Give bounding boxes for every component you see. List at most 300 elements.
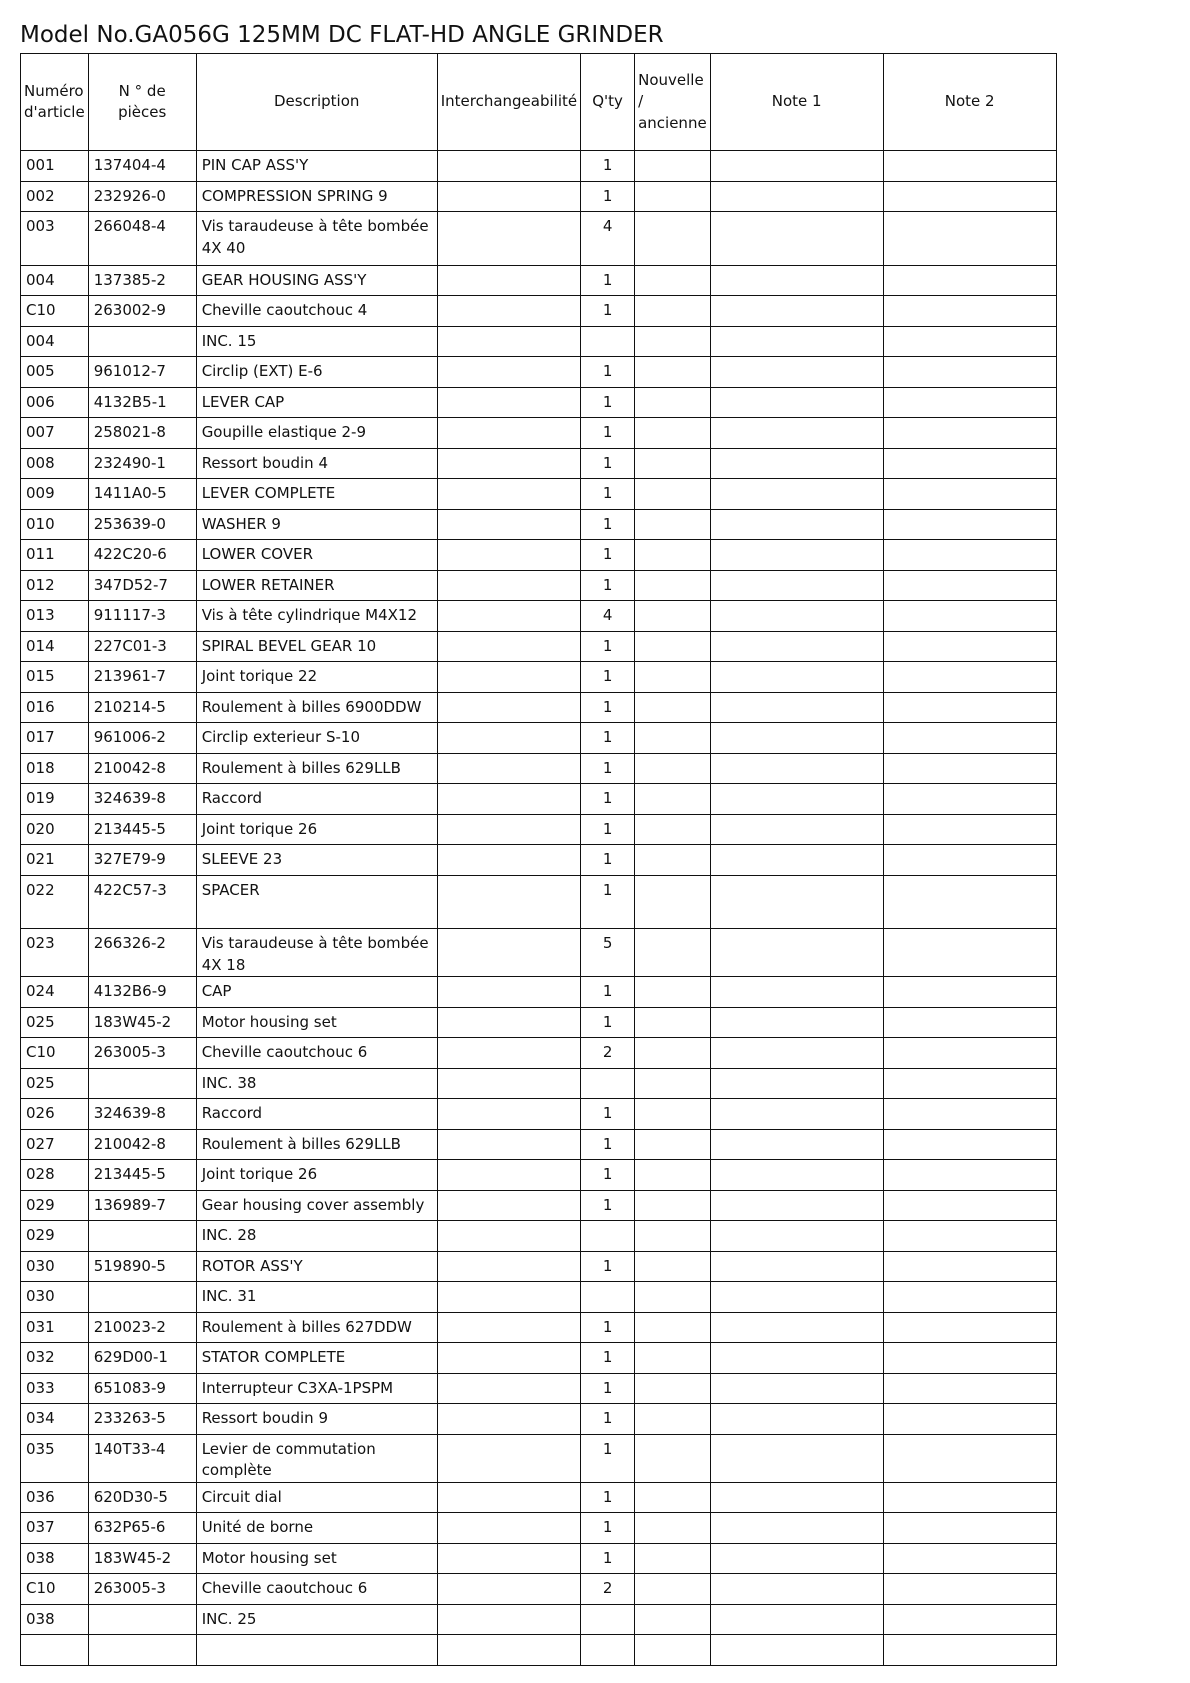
cell-interchangeability xyxy=(437,1543,580,1574)
cell-description: LEVER CAP xyxy=(196,387,437,418)
cell-note-1 xyxy=(710,1038,883,1069)
cell-part-number: 183W45-2 xyxy=(88,1543,196,1574)
cell-item-number: 011 xyxy=(21,540,89,571)
cell-description: SPACER xyxy=(196,875,437,929)
table-row xyxy=(21,326,1057,357)
cell-item-number: 025 xyxy=(21,1007,89,1038)
cell-new-old xyxy=(635,1635,711,1666)
cell-interchangeability xyxy=(437,1513,580,1544)
cell-interchangeability xyxy=(437,723,580,754)
cell-note-1 xyxy=(710,692,883,723)
cell-new-old xyxy=(635,296,711,327)
cell-part-number: 183W45-2 xyxy=(88,1007,196,1038)
cell-description: Motor housing set xyxy=(196,1007,437,1038)
table-row xyxy=(21,1434,1057,1482)
header-quantity: Q'ty xyxy=(581,54,635,151)
cell-part-number: 632P65-6 xyxy=(88,1513,196,1544)
cell-interchangeability xyxy=(437,601,580,632)
cell-note-1 xyxy=(710,631,883,662)
cell-note-1 xyxy=(710,1160,883,1191)
table-row xyxy=(21,1068,1057,1099)
cell-description: Motor housing set xyxy=(196,1543,437,1574)
table-row xyxy=(21,845,1057,876)
cell-description: Joint torique 26 xyxy=(196,1160,437,1191)
cell-part-number: 4132B5-1 xyxy=(88,387,196,418)
cell-quantity: 1 xyxy=(581,631,635,662)
cell-new-old xyxy=(635,692,711,723)
cell-note-1 xyxy=(710,1482,883,1513)
cell-interchangeability xyxy=(437,570,580,601)
cell-note-2 xyxy=(883,1282,1056,1313)
cell-part-number: 263005-3 xyxy=(88,1574,196,1605)
table-row xyxy=(21,929,1057,977)
cell-note-2 xyxy=(883,784,1056,815)
table-row xyxy=(21,1221,1057,1252)
table-row xyxy=(21,1574,1057,1605)
cell-interchangeability xyxy=(437,692,580,723)
cell-interchangeability xyxy=(437,1068,580,1099)
cell-note-2 xyxy=(883,570,1056,601)
cell-item-number: 031 xyxy=(21,1312,89,1343)
cell-item-number: 010 xyxy=(21,509,89,540)
cell-note-2 xyxy=(883,1190,1056,1221)
cell-description: Roulement à billes 629LLB xyxy=(196,753,437,784)
cell-new-old xyxy=(635,845,711,876)
cell-note-2 xyxy=(883,977,1056,1008)
table-row xyxy=(21,1038,1057,1069)
cell-part-number: 210042-8 xyxy=(88,1129,196,1160)
cell-description: Circlip (EXT) E-6 xyxy=(196,357,437,388)
cell-new-old xyxy=(635,1604,711,1635)
cell-quantity: 1 xyxy=(581,540,635,571)
cell-quantity xyxy=(581,1635,635,1666)
table-header-row xyxy=(21,54,1057,151)
cell-note-2 xyxy=(883,212,1056,266)
table-row xyxy=(21,723,1057,754)
cell-part-number: 210023-2 xyxy=(88,1312,196,1343)
cell-note-2 xyxy=(883,448,1056,479)
cell-note-2 xyxy=(883,1604,1056,1635)
cell-quantity: 1 xyxy=(581,1343,635,1374)
cell-new-old xyxy=(635,1343,711,1374)
cell-note-2 xyxy=(883,875,1056,929)
cell-interchangeability xyxy=(437,296,580,327)
cell-note-2 xyxy=(883,151,1056,182)
cell-new-old xyxy=(635,509,711,540)
header-new-old: Nouvelle / ancienne xyxy=(635,54,711,151)
cell-new-old xyxy=(635,1404,711,1435)
cell-new-old xyxy=(635,1373,711,1404)
table-row xyxy=(21,151,1057,182)
cell-description: Cheville caoutchouc 6 xyxy=(196,1574,437,1605)
cell-interchangeability xyxy=(437,1343,580,1374)
cell-note-1 xyxy=(710,509,883,540)
cell-note-1 xyxy=(710,448,883,479)
parts-table xyxy=(20,53,1057,1666)
cell-note-2 xyxy=(883,1404,1056,1435)
cell-description: GEAR HOUSING ASS'Y xyxy=(196,265,437,296)
cell-quantity: 1 xyxy=(581,723,635,754)
cell-item-number: 018 xyxy=(21,753,89,784)
cell-note-1 xyxy=(710,784,883,815)
cell-note-2 xyxy=(883,929,1056,977)
cell-item-number: C10 xyxy=(21,1038,89,1069)
cell-part-number: 422C57-3 xyxy=(88,875,196,929)
cell-item-number: 004 xyxy=(21,326,89,357)
cell-quantity: 1 xyxy=(581,418,635,449)
cell-description: Gear housing cover assembly xyxy=(196,1190,437,1221)
cell-note-1 xyxy=(710,1373,883,1404)
cell-description: Vis taraudeuse à tête bombée 4X 40 xyxy=(196,212,437,266)
cell-note-2 xyxy=(883,1221,1056,1252)
cell-description: CAP xyxy=(196,977,437,1008)
cell-quantity xyxy=(581,326,635,357)
cell-description: Ressort boudin 9 xyxy=(196,1404,437,1435)
cell-part-number: 266326-2 xyxy=(88,929,196,977)
cell-note-1 xyxy=(710,151,883,182)
cell-note-1 xyxy=(710,1543,883,1574)
cell-description: Roulement à billes 6900DDW xyxy=(196,692,437,723)
cell-interchangeability xyxy=(437,1404,580,1435)
cell-note-2 xyxy=(883,1543,1056,1574)
cell-description: Roulement à billes 629LLB xyxy=(196,1129,437,1160)
cell-part-number: 213445-5 xyxy=(88,1160,196,1191)
cell-note-1 xyxy=(710,1251,883,1282)
cell-item-number: 029 xyxy=(21,1221,89,1252)
cell-interchangeability xyxy=(437,814,580,845)
cell-quantity: 1 xyxy=(581,1404,635,1435)
cell-description: INC. 25 xyxy=(196,1604,437,1635)
cell-quantity: 1 xyxy=(581,357,635,388)
cell-part-number: 258021-8 xyxy=(88,418,196,449)
cell-new-old xyxy=(635,1543,711,1574)
table-row xyxy=(21,1343,1057,1374)
cell-interchangeability xyxy=(437,662,580,693)
cell-new-old xyxy=(635,1574,711,1605)
cell-note-1 xyxy=(710,662,883,693)
cell-item-number xyxy=(21,1635,89,1666)
cell-new-old xyxy=(635,1038,711,1069)
cell-item-number: 024 xyxy=(21,977,89,1008)
cell-part-number: 324639-8 xyxy=(88,784,196,815)
cell-description: Raccord xyxy=(196,784,437,815)
cell-note-2 xyxy=(883,1574,1056,1605)
cell-note-2 xyxy=(883,1513,1056,1544)
cell-note-2 xyxy=(883,181,1056,212)
cell-quantity: 1 xyxy=(581,814,635,845)
cell-quantity: 1 xyxy=(581,1373,635,1404)
cell-part-number: 4132B6-9 xyxy=(88,977,196,1008)
cell-description: Goupille elastique 2-9 xyxy=(196,418,437,449)
table-row xyxy=(21,814,1057,845)
cell-note-2 xyxy=(883,631,1056,662)
cell-note-1 xyxy=(710,1282,883,1313)
cell-interchangeability xyxy=(437,1574,580,1605)
cell-description: INC. 38 xyxy=(196,1068,437,1099)
cell-item-number: 001 xyxy=(21,151,89,182)
cell-item-number: 021 xyxy=(21,845,89,876)
table-row xyxy=(21,387,1057,418)
cell-note-2 xyxy=(883,326,1056,357)
cell-note-1 xyxy=(710,357,883,388)
cell-description: LEVER COMPLETE xyxy=(196,479,437,510)
cell-quantity: 5 xyxy=(581,929,635,977)
parts-table-body xyxy=(21,151,1057,1666)
cell-part-number: 213445-5 xyxy=(88,814,196,845)
cell-new-old xyxy=(635,875,711,929)
table-row xyxy=(21,479,1057,510)
cell-note-1 xyxy=(710,1404,883,1435)
cell-note-2 xyxy=(883,540,1056,571)
cell-note-1 xyxy=(710,929,883,977)
cell-note-1 xyxy=(710,387,883,418)
cell-new-old xyxy=(635,1434,711,1482)
cell-interchangeability xyxy=(437,784,580,815)
table-row xyxy=(21,692,1057,723)
cell-part-number xyxy=(88,1282,196,1313)
table-row xyxy=(21,1404,1057,1435)
cell-new-old xyxy=(635,814,711,845)
cell-interchangeability xyxy=(437,540,580,571)
cell-item-number: 006 xyxy=(21,387,89,418)
cell-part-number: 911117-3 xyxy=(88,601,196,632)
cell-description: Levier de commutation complète xyxy=(196,1434,437,1482)
header-item-number: Numéro d'article xyxy=(21,54,89,151)
cell-interchangeability xyxy=(437,1482,580,1513)
cell-note-2 xyxy=(883,1312,1056,1343)
cell-interchangeability xyxy=(437,845,580,876)
cell-note-2 xyxy=(883,845,1056,876)
table-row xyxy=(21,1482,1057,1513)
cell-quantity xyxy=(581,1604,635,1635)
cell-interchangeability xyxy=(437,418,580,449)
cell-note-2 xyxy=(883,479,1056,510)
cell-description: SPIRAL BEVEL GEAR 10 xyxy=(196,631,437,662)
cell-new-old xyxy=(635,1221,711,1252)
cell-item-number: 004 xyxy=(21,265,89,296)
cell-new-old xyxy=(635,540,711,571)
table-row xyxy=(21,540,1057,571)
cell-note-2 xyxy=(883,1007,1056,1038)
table-row xyxy=(21,1282,1057,1313)
cell-part-number: 210214-5 xyxy=(88,692,196,723)
cell-item-number: 032 xyxy=(21,1343,89,1374)
cell-note-2 xyxy=(883,1434,1056,1482)
cell-quantity: 1 xyxy=(581,1482,635,1513)
cell-part-number: 519890-5 xyxy=(88,1251,196,1282)
cell-new-old xyxy=(635,631,711,662)
cell-new-old xyxy=(635,1007,711,1038)
cell-interchangeability xyxy=(437,509,580,540)
cell-note-2 xyxy=(883,418,1056,449)
cell-note-2 xyxy=(883,357,1056,388)
cell-note-1 xyxy=(710,723,883,754)
cell-new-old xyxy=(635,151,711,182)
cell-quantity: 1 xyxy=(581,448,635,479)
cell-new-old xyxy=(635,723,711,754)
cell-new-old xyxy=(635,181,711,212)
cell-interchangeability xyxy=(437,1129,580,1160)
cell-note-2 xyxy=(883,265,1056,296)
table-row xyxy=(21,1007,1057,1038)
cell-note-1 xyxy=(710,977,883,1008)
table-row xyxy=(21,1099,1057,1130)
cell-quantity: 1 xyxy=(581,1434,635,1482)
cell-interchangeability xyxy=(437,1373,580,1404)
cell-item-number: 012 xyxy=(21,570,89,601)
cell-note-1 xyxy=(710,875,883,929)
cell-part-number: 266048-4 xyxy=(88,212,196,266)
cell-description: STATOR COMPLETE xyxy=(196,1343,437,1374)
cell-part-number: 137404-4 xyxy=(88,151,196,182)
cell-interchangeability xyxy=(437,631,580,662)
cell-description: Roulement à billes 627DDW xyxy=(196,1312,437,1343)
cell-item-number: C10 xyxy=(21,1574,89,1605)
cell-item-number: 022 xyxy=(21,875,89,929)
cell-item-number: 035 xyxy=(21,1434,89,1482)
cell-quantity: 1 xyxy=(581,692,635,723)
cell-item-number: 023 xyxy=(21,929,89,977)
table-row xyxy=(21,1635,1057,1666)
cell-new-old xyxy=(635,448,711,479)
cell-part-number xyxy=(88,1068,196,1099)
cell-description xyxy=(196,1635,437,1666)
cell-note-1 xyxy=(710,570,883,601)
cell-item-number: 027 xyxy=(21,1129,89,1160)
cell-interchangeability xyxy=(437,1190,580,1221)
cell-interchangeability xyxy=(437,875,580,929)
cell-item-number: 036 xyxy=(21,1482,89,1513)
cell-interchangeability xyxy=(437,151,580,182)
cell-new-old xyxy=(635,977,711,1008)
cell-part-number: 324639-8 xyxy=(88,1099,196,1130)
header-note-1: Note 1 xyxy=(710,54,883,151)
cell-item-number: 003 xyxy=(21,212,89,266)
table-row xyxy=(21,601,1057,632)
header-interchangeability: Interchangeabilité xyxy=(437,54,580,151)
cell-part-number: 232490-1 xyxy=(88,448,196,479)
cell-interchangeability xyxy=(437,479,580,510)
cell-interchangeability xyxy=(437,1635,580,1666)
cell-description: Cheville caoutchouc 6 xyxy=(196,1038,437,1069)
cell-description: Cheville caoutchouc 4 xyxy=(196,296,437,327)
cell-description: Circlip exterieur S-10 xyxy=(196,723,437,754)
cell-description: LOWER COVER xyxy=(196,540,437,571)
table-row xyxy=(21,509,1057,540)
table-row xyxy=(21,265,1057,296)
cell-interchangeability xyxy=(437,1312,580,1343)
cell-note-2 xyxy=(883,1068,1056,1099)
cell-note-2 xyxy=(883,1129,1056,1160)
table-row xyxy=(21,1160,1057,1191)
cell-quantity: 1 xyxy=(581,1099,635,1130)
cell-note-1 xyxy=(710,1129,883,1160)
cell-new-old xyxy=(635,1190,711,1221)
cell-note-2 xyxy=(883,1343,1056,1374)
cell-note-1 xyxy=(710,540,883,571)
header-note-2: Note 2 xyxy=(883,54,1056,151)
cell-description: INC. 28 xyxy=(196,1221,437,1252)
cell-new-old xyxy=(635,265,711,296)
cell-quantity xyxy=(581,1282,635,1313)
cell-item-number: 009 xyxy=(21,479,89,510)
cell-quantity: 1 xyxy=(581,570,635,601)
cell-new-old xyxy=(635,753,711,784)
cell-item-number: 002 xyxy=(21,181,89,212)
cell-quantity xyxy=(581,1221,635,1252)
cell-new-old xyxy=(635,1160,711,1191)
cell-part-number: 263005-3 xyxy=(88,1038,196,1069)
cell-part-number: 961012-7 xyxy=(88,357,196,388)
cell-part-number: 651083-9 xyxy=(88,1373,196,1404)
cell-new-old xyxy=(635,601,711,632)
cell-note-1 xyxy=(710,1434,883,1482)
cell-quantity: 1 xyxy=(581,509,635,540)
cell-part-number: 233263-5 xyxy=(88,1404,196,1435)
cell-note-1 xyxy=(710,814,883,845)
cell-note-2 xyxy=(883,1251,1056,1282)
cell-interchangeability xyxy=(437,212,580,266)
cell-new-old xyxy=(635,357,711,388)
cell-part-number: 327E79-9 xyxy=(88,845,196,876)
cell-note-1 xyxy=(710,1099,883,1130)
page-title: Model No.GA056G 125MM DC FLAT-HD ANGLE GRINDER xyxy=(20,22,664,48)
cell-note-2 xyxy=(883,601,1056,632)
cell-interchangeability xyxy=(437,1604,580,1635)
cell-part-number: 232926-0 xyxy=(88,181,196,212)
cell-part-number xyxy=(88,1635,196,1666)
cell-item-number: 029 xyxy=(21,1190,89,1221)
cell-interchangeability xyxy=(437,753,580,784)
cell-item-number: 016 xyxy=(21,692,89,723)
table-row xyxy=(21,1129,1057,1160)
cell-new-old xyxy=(635,784,711,815)
cell-interchangeability xyxy=(437,1282,580,1313)
cell-quantity: 1 xyxy=(581,387,635,418)
cell-description: PIN CAP ASS'Y xyxy=(196,151,437,182)
cell-part-number: 213961-7 xyxy=(88,662,196,693)
cell-new-old xyxy=(635,1282,711,1313)
table-row xyxy=(21,1543,1057,1574)
table-row xyxy=(21,1190,1057,1221)
cell-interchangeability xyxy=(437,1038,580,1069)
cell-description: INC. 31 xyxy=(196,1282,437,1313)
cell-quantity: 1 xyxy=(581,875,635,929)
cell-note-1 xyxy=(710,181,883,212)
cell-part-number: 140T33-4 xyxy=(88,1434,196,1482)
cell-description: COMPRESSION SPRING 9 xyxy=(196,181,437,212)
cell-new-old xyxy=(635,212,711,266)
table-row xyxy=(21,570,1057,601)
cell-new-old xyxy=(635,1513,711,1544)
cell-note-1 xyxy=(710,1007,883,1038)
cell-item-number: 038 xyxy=(21,1604,89,1635)
cell-item-number: 014 xyxy=(21,631,89,662)
cell-item-number: 008 xyxy=(21,448,89,479)
cell-quantity: 1 xyxy=(581,1543,635,1574)
cell-description: Unité de borne xyxy=(196,1513,437,1544)
cell-description: Raccord xyxy=(196,1099,437,1130)
cell-note-1 xyxy=(710,1343,883,1374)
cell-interchangeability xyxy=(437,929,580,977)
cell-part-number xyxy=(88,1221,196,1252)
cell-new-old xyxy=(635,570,711,601)
cell-quantity: 1 xyxy=(581,296,635,327)
cell-new-old xyxy=(635,1251,711,1282)
cell-part-number: 136989-7 xyxy=(88,1190,196,1221)
table-row xyxy=(21,753,1057,784)
cell-note-2 xyxy=(883,509,1056,540)
